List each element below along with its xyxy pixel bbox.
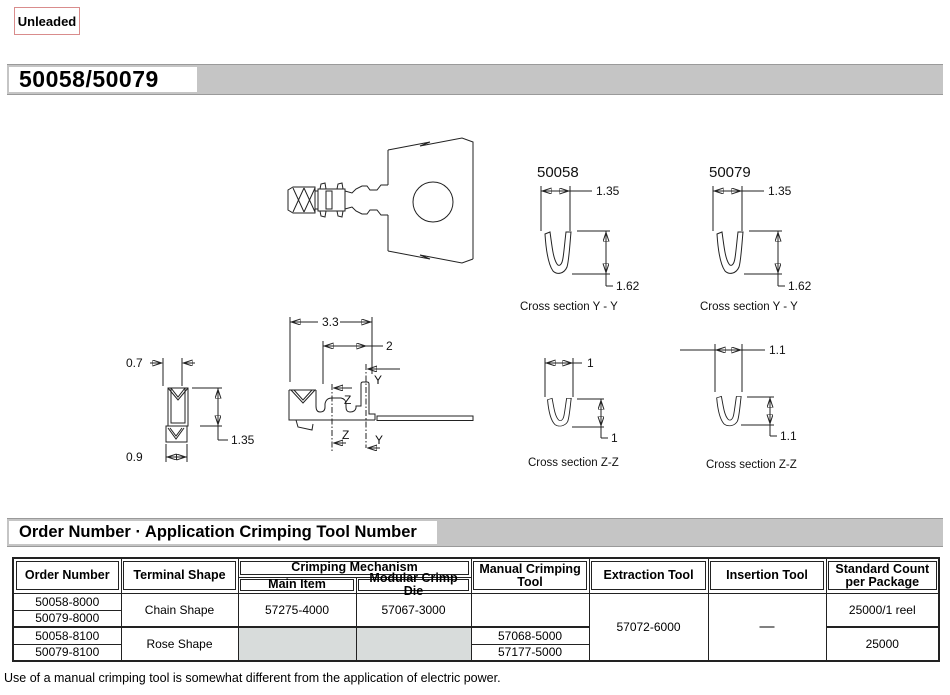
order-number-cell: 50079-8100 <box>13 644 121 661</box>
terminal-front-outline <box>166 388 188 442</box>
order-table <box>12 557 940 662</box>
top-width-dimension: 0.7 <box>126 356 143 370</box>
order-number-cell: 50079-8000 <box>13 610 121 627</box>
main-item-rose-cell <box>238 627 356 661</box>
order-number-cell: 50058-8100 <box>13 627 121 644</box>
header-order-number: Order Number <box>13 558 121 593</box>
terminal-outline <box>288 183 388 217</box>
section-label-z-top: Z <box>344 393 352 407</box>
order-number-cell: 50058-8000 <box>13 593 121 610</box>
cross-section-yy-50079-drawing <box>692 153 824 321</box>
part-number-title: 50058/50079 <box>9 67 197 92</box>
height-dimension: 1.35 <box>231 433 255 447</box>
modular-crimp-die-chain-cell: 57067-3000 <box>356 593 471 627</box>
bottom-width-dimension: 0.9 <box>126 450 143 464</box>
modular-crimp-die-rose-cell <box>356 627 471 661</box>
extraction-tool-cell: 57072-6000 <box>589 593 708 661</box>
cross-section-caption: Cross section Z-Z <box>706 459 797 471</box>
terminal-side-view-drawing <box>282 312 482 457</box>
cross-section-caption: Cross section Y - Y <box>520 301 618 313</box>
order-table-container <box>12 557 940 662</box>
width-dimension: 1.35 <box>596 184 620 198</box>
manual-tool-chain-cell <box>471 593 589 627</box>
header-crimping-mechanism: Crimping Mechanism <box>238 558 471 577</box>
cross-section-caption: Cross section Z-Z <box>528 457 619 469</box>
header-insertion-tool: Insertion Tool <box>708 558 826 593</box>
width-dimension: 1.1 <box>769 343 786 357</box>
main-item-chain-cell: 57275-4000 <box>238 593 356 627</box>
u-channel <box>545 232 571 273</box>
cross-section-zz-50079-drawing <box>679 331 819 476</box>
cross-section-yy-50058-drawing <box>520 153 652 321</box>
header-main-item: Main Item <box>238 577 356 593</box>
unleaded-badge <box>14 7 80 35</box>
cross-section-caption: Cross section Y - Y <box>700 301 798 313</box>
insertion-tool-cell: — <box>708 593 826 661</box>
footnote-text: Use of a manual crimping tool is somewhat different from the application of electric power. <box>4 671 501 685</box>
height-dimension: 1.62 <box>616 279 640 293</box>
height-dimension: 1 <box>611 431 618 445</box>
standard-count-rose-cell: 25000 <box>826 627 939 661</box>
unleaded-badge-label: Unleaded <box>17 13 77 29</box>
terminal-shape-chain-cell: Chain Shape <box>121 593 238 627</box>
manual-tool-rose-cell-1: 57068-5000 <box>471 627 589 644</box>
carrier-plate <box>388 138 473 263</box>
terminal-front-view-drawing <box>120 340 260 470</box>
terminal-top-view-drawing <box>280 128 480 264</box>
width-dimension: 1 <box>587 356 594 370</box>
section-label-y-bottom: Y <box>375 433 384 447</box>
length-dimension: 3.3 <box>322 315 339 329</box>
section-label-z-bottom: Z <box>342 428 350 442</box>
part-number-label: 50079 <box>709 164 751 181</box>
u-channel <box>717 396 741 425</box>
order-section-title-bar <box>7 518 943 547</box>
carrier-hole <box>413 182 453 222</box>
order-section-title: Order Number · Application Crimping Tool Number <box>9 521 437 544</box>
header-standard-count: Standard Count per Package <box>826 558 939 593</box>
section-label-y-top: Y <box>374 373 383 387</box>
part-number-label: 50058 <box>537 164 579 181</box>
header-extraction-tool: Extraction Tool <box>589 558 708 593</box>
carrier-strip <box>377 416 473 421</box>
u-channel <box>717 232 743 273</box>
cross-section-zz-50058-drawing <box>520 340 652 472</box>
pitch-dimension: 2 <box>386 339 393 353</box>
header-modular-crimp-die: Modular Crimp Die <box>356 577 471 593</box>
manual-tool-rose-cell-2: 57177-5000 <box>471 644 589 661</box>
width-dimension: 1.35 <box>768 184 792 198</box>
header-manual-crimping-tool: Manual Crimping Tool <box>471 558 589 593</box>
u-channel <box>548 398 572 426</box>
terminal-shape-rose-cell: Rose Shape <box>121 627 238 661</box>
height-dimension: 1.1 <box>780 429 797 443</box>
header-terminal-shape: Terminal Shape <box>121 558 238 593</box>
standard-count-chain-cell: 25000/1 reel <box>826 593 939 627</box>
part-number-title-bar <box>7 64 943 95</box>
height-dimension: 1.62 <box>788 279 812 293</box>
